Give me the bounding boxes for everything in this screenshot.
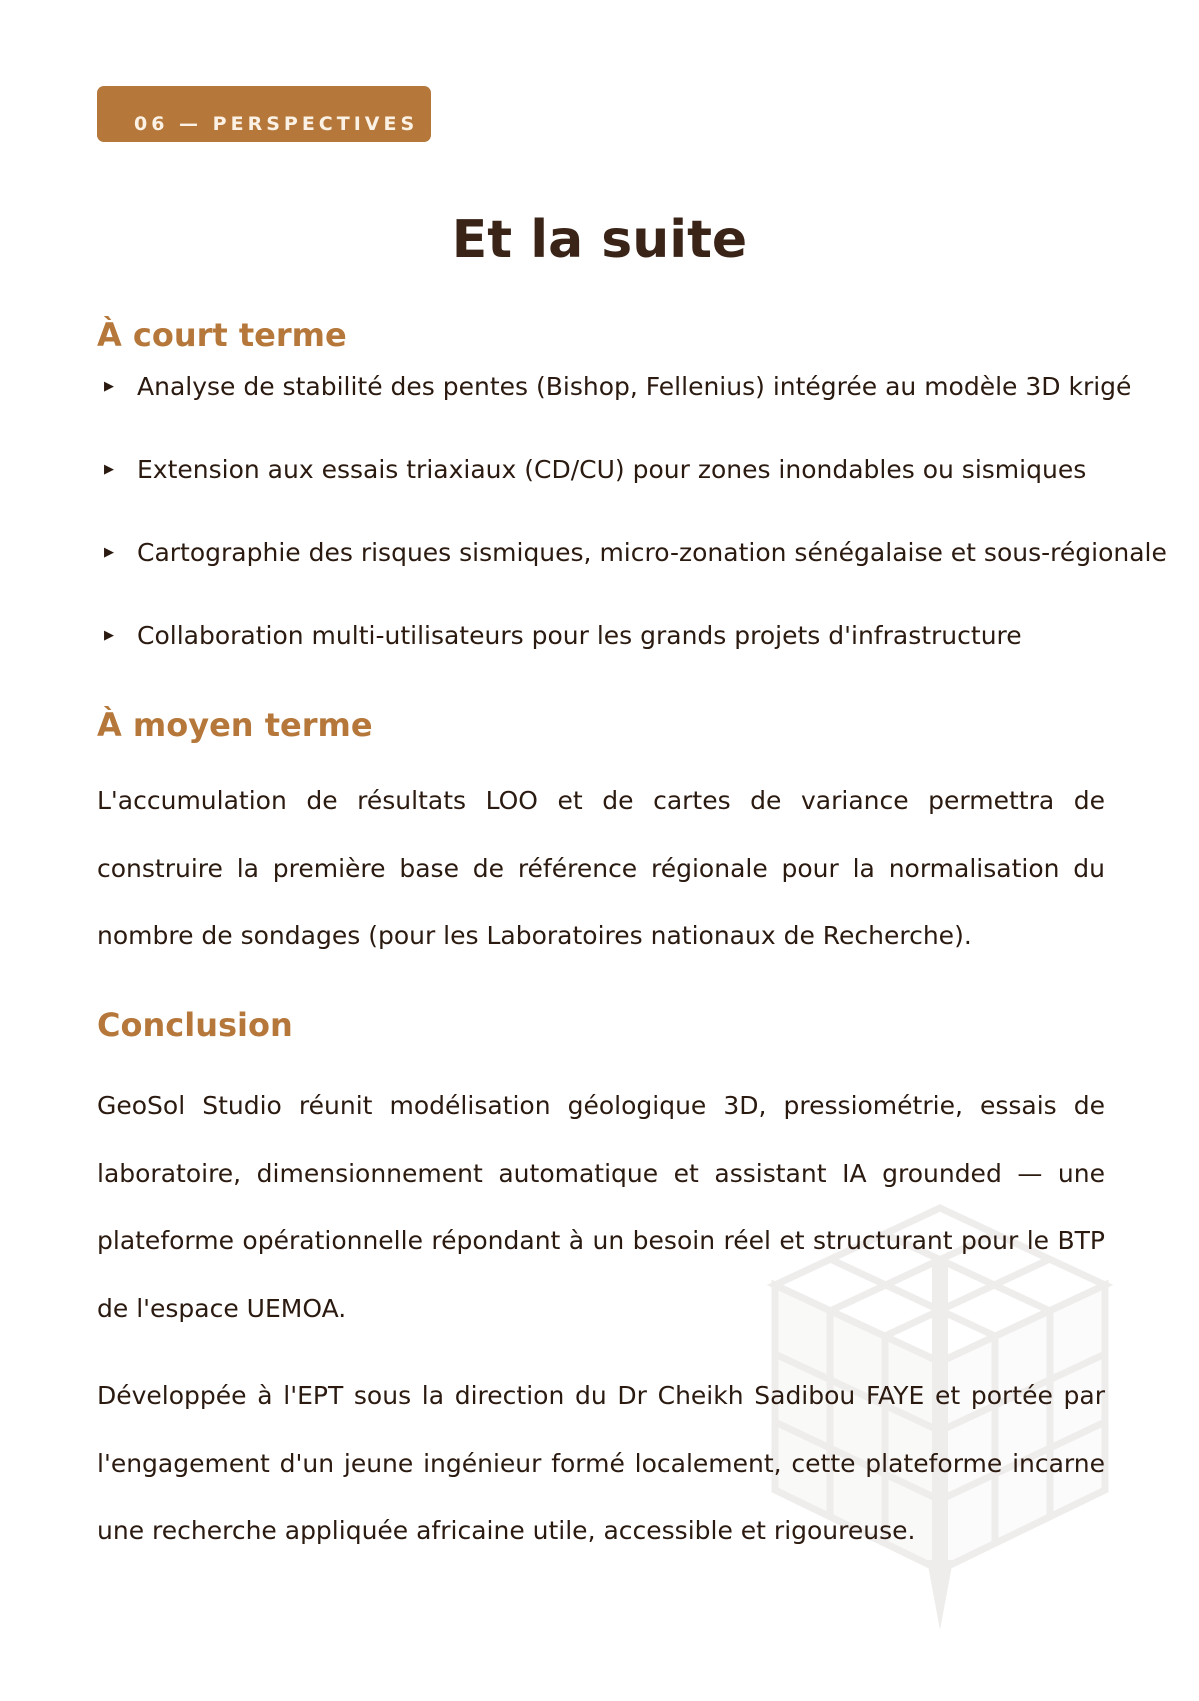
list-item-text: Cartographie des risques sismiques, micro-zonation sénégalaise et sous-régionale — [137, 538, 1167, 567]
cube-borehole-icon — [765, 1190, 1115, 1640]
list-item — [97, 532, 1167, 615]
list-item — [97, 449, 1157, 532]
list-item-text: Collaboration multi-utilisateurs pour les grands projets d'infrastructure — [137, 621, 1022, 650]
medium-term-heading: À moyen terme — [97, 706, 373, 744]
bullet-marker-icon: ▶ — [104, 628, 114, 643]
short-term-list — [97, 366, 1167, 698]
conclusion-paragraph-1: GeoSol Studio réunit modélisation géologique 3D, pressiométrie, essais de laboratoire, dimensionnement automatique et assistant IA grounded — une plateforme opérationnelle répondant à un besoin réel et structurant pour le BTP de l'espace UEMOA. — [97, 1091, 1105, 1323]
conclusion-heading: Conclusion — [97, 1006, 293, 1044]
page-title: Et la suite — [451, 210, 748, 270]
list-item — [97, 366, 1157, 449]
bullet-marker-icon: ▶ — [104, 379, 114, 394]
list-item-text: Analyse de stabilité des pentes (Bishop, Fellenius) intégrée au modèle 3D krigé — [137, 372, 1132, 401]
short-term-heading: À court terme — [97, 316, 347, 354]
section-tag: 06 — PERSPECTIVES — [97, 86, 431, 142]
list-item-text: Extension aux essais triaxiaux (CD/CU) pour zones inondables ou sismiques — [137, 455, 1087, 484]
bullet-marker-icon: ▶ — [104, 462, 114, 477]
medium-term-paragraph: L'accumulation de résultats LOO et de cartes de variance permettra de construire la première base de référence régionale pour la normalisation du nombre de sondages (pour les Laboratoires nationaux de Recherche). — [97, 786, 1105, 950]
conclusion-paragraph-2: Développée à l'EPT sous la direction du Dr Cheikh Sadibou FAYE et portée par l'engagement d'un jeune ingénieur formé localement, cette plateforme incarne une recherche appliquée africaine utile, accessible et rigoureuse. — [97, 1381, 1105, 1545]
list-item — [97, 615, 1157, 698]
bullet-marker-icon: ▶ — [104, 545, 114, 560]
